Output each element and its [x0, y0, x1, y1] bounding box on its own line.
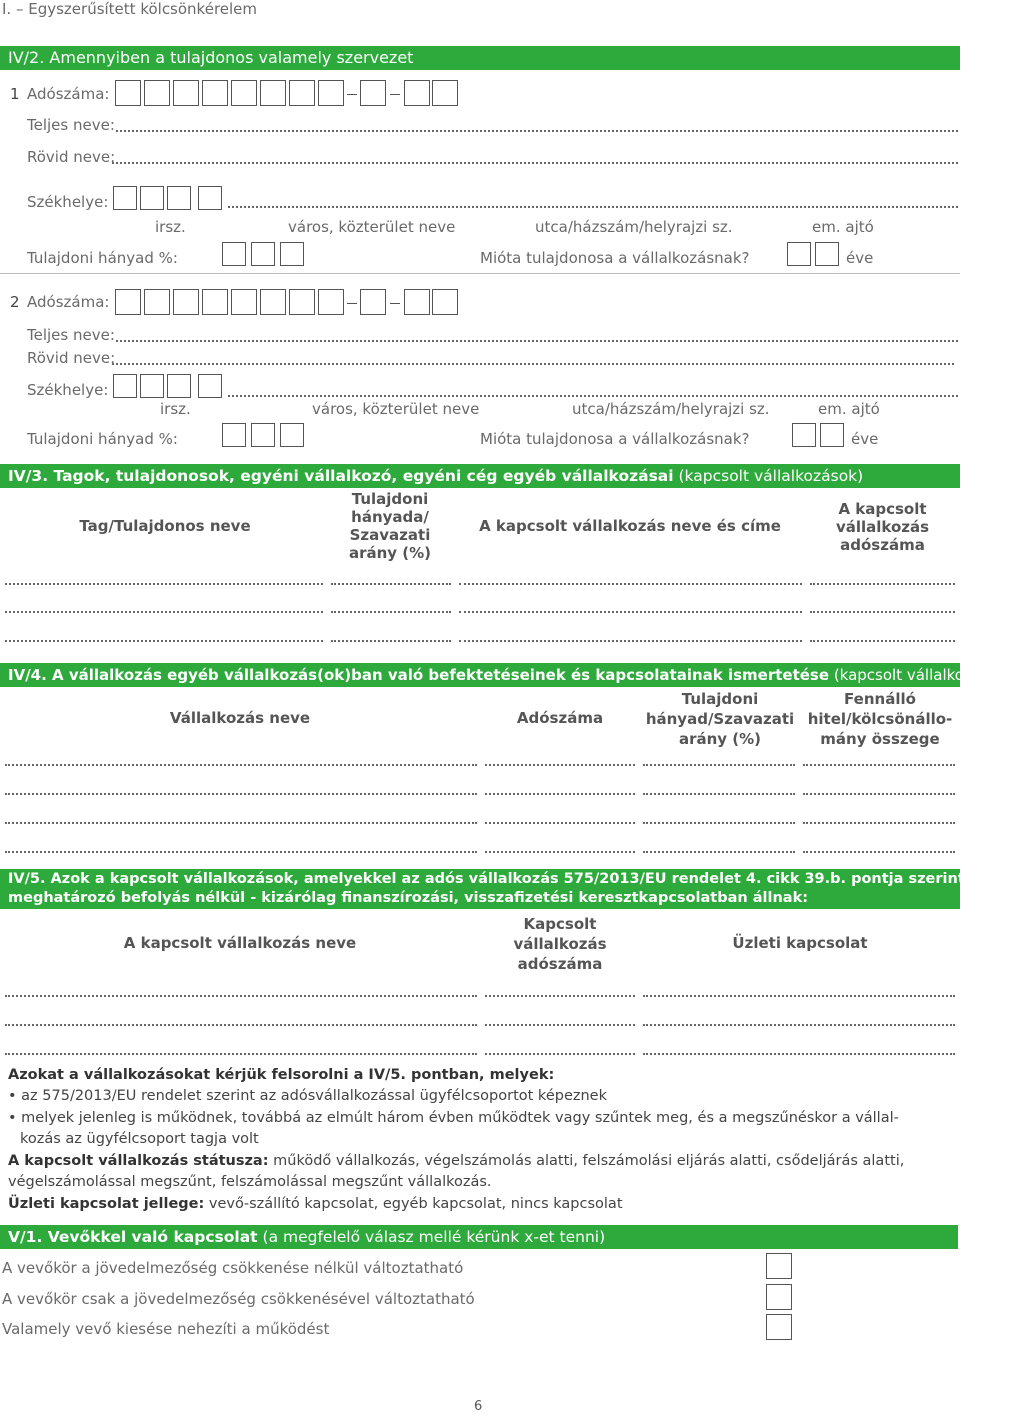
section-v1-subtitle: (a megfelelő válasz mellé kérünk x-et tenni) [257, 1228, 606, 1246]
full-name-field[interactable] [116, 130, 958, 132]
address-field[interactable] [228, 206, 958, 208]
column-header-related-company-name: A kapcsolt vállalkozás neve [123, 934, 357, 952]
since-label: Mióta tulajdonosa a vállalkozásnak? [480, 430, 750, 448]
status-text: működő vállalkozás, végelszámolás alatti, felszámolási eljárás alatti, csődeljárás alatti, [268, 1153, 905, 1169]
section-v1-title: V/1. Vevőkkel való kapcsolat [8, 1228, 258, 1246]
short-name-field[interactable] [112, 162, 958, 164]
short-name-label: Rövid neve: [27, 349, 116, 367]
short-name-field[interactable] [112, 363, 954, 365]
section-iv5-title-line2: meghatározó befolyás nélkül - kizárólag finanszírozási, visszafizetési keresztkapcsolatban állnak: [8, 890, 809, 906]
address-field[interactable] [228, 395, 958, 397]
sub-label-street: utca/házszám/helyrajzi sz. [572, 400, 770, 418]
seat-label: Székhelye: [27, 381, 109, 399]
section-iv4-heading [0, 663, 1013, 687]
sub-label-city: város, közterület neve [288, 218, 456, 236]
since-label: Mióta tulajdonosa a vállalkozásnak? [480, 249, 750, 267]
sub-label-irsz: irsz. [160, 400, 191, 418]
notes-bullet-1: • az 575/2013/EU rendelet szerint az adósvállalkozással ügyfélcsoportot képeznek [8, 1088, 607, 1104]
divider [0, 273, 960, 274]
share-label: Tulajdoni hányad %: [27, 430, 178, 448]
owner-number: 2 [10, 293, 20, 311]
nature-label: Üzleti kapcsolat jellege: [8, 1196, 205, 1212]
full-name-field[interactable] [116, 340, 958, 342]
section-iv2-heading [0, 46, 960, 70]
sub-label-street: utca/házszám/helyrajzi sz. [535, 218, 733, 236]
notes-bullet-2b: kozás az ügyfélcsoport tagja volt [20, 1131, 259, 1147]
notes-intro: Azokat a vállalkozásokat kérjük felsorolni a IV/5. pontban, melyek: [8, 1067, 555, 1083]
option-label: Valamely vevő kiesése nehezíti a működést [2, 1320, 330, 1338]
section-iv4-subtitle: (kapcsolt vállalkozások) [829, 666, 1013, 684]
column-header-business-relation: Üzleti kapcsolat [732, 934, 868, 952]
status-label: A kapcsolt vállalkozás státusza: [8, 1153, 269, 1169]
years-label: éve [846, 249, 874, 267]
sub-label-city: város, közterület neve [312, 400, 480, 418]
tax-number-label: Adószáma: [27, 85, 110, 103]
notes-status-cont: végelszámolással megszűnt, felszámolással megszűnt vállalkozás. [8, 1174, 492, 1190]
notes-status [8, 1151, 904, 1172]
column-header-company-name: Vállalkozás neve [169, 709, 311, 727]
option-checkbox[interactable] [766, 1314, 792, 1340]
owner-number: 1 [10, 85, 20, 103]
column-header-related-tax-number: A kapcsolt vállalkozás adószáma [835, 500, 930, 554]
section-iv3-subtitle: (kapcsolt vállalkozások) [673, 467, 864, 485]
option-label: A vevőkör a jövedelmezőség csökkenése nélkül változtatható [2, 1259, 464, 1277]
seat-label: Székhelye: [27, 193, 109, 211]
document-title: I. – Egyszerűsített kölcsönkérelem [2, 0, 258, 18]
column-header-share: Tulajdoni hányada/ Szavazati arány (%) [348, 490, 432, 562]
short-name-label: Rövid neve: [27, 148, 116, 166]
column-header-related-tax-number: Kapcsolt vállalkozás adószáma [513, 915, 607, 973]
tax-number-label: Adószáma: [27, 293, 110, 311]
option-label: A vevőkör csak a jövedelmezőség csökkenésével változtatható [2, 1290, 475, 1308]
share-label: Tulajdoni hányad %: [27, 249, 178, 267]
notes-bullet-2a: • melyek jelenleg is működnek, továbbá az elmúlt három évben működtek vagy szűntek meg, és a megszűnéskor a vállal- [8, 1110, 899, 1126]
section-iv4-title: IV/4. A vállalkozás egyéb vállalkozás(ok)ban való befektetéseinek és kapcsolatainak ismertetése [8, 666, 830, 684]
option-checkbox[interactable] [766, 1284, 792, 1310]
section-iv5-heading [0, 869, 976, 909]
full-name-label: Teljes neve: [27, 326, 115, 344]
section-iv3-heading [0, 464, 960, 488]
sub-label-em: em. ajtó [818, 400, 880, 418]
section-iv2-title: IV/2. Amennyiben a tulajdonos valamely szervezet [8, 48, 414, 67]
section-v1-heading [0, 1225, 958, 1249]
sub-label-em: em. ajtó [812, 218, 874, 236]
full-name-label: Teljes neve: [27, 116, 115, 134]
nature-text: vevő-szállító kapcsolat, egyéb kapcsolat, nincs kapcsolat [204, 1196, 623, 1212]
section-iv5-title-line1: IV/5. Azok a kapcsolt vállalkozások, amelyekkel az adós vállalkozás 575/2013/EU rendelet 4. cikk 39.b. pontja szerint - [8, 871, 976, 887]
column-header-owner-name: Tag/Tulajdonos neve [79, 517, 251, 535]
years-label: éve [851, 430, 879, 448]
sub-label-irsz: irsz. [155, 218, 186, 236]
column-header-loan-amount: Fennálló hitel/kölcsönállo- mány összege [807, 690, 953, 748]
section-iv3-title: IV/3. Tagok, tulajdonosok, egyéni vállalkozó, egyéni cég egyéb vállalkozásai [8, 467, 674, 485]
page-number: 6 [474, 1399, 483, 1414]
option-checkbox[interactable] [766, 1253, 792, 1279]
column-header-related-company: A kapcsolt vállalkozás neve és címe [479, 517, 781, 535]
column-header-tax-number: Adószáma [516, 709, 604, 727]
notes-nature [8, 1194, 623, 1215]
column-header-share: Tulajdoni hányad/Szavazati arány (%) [645, 690, 795, 748]
